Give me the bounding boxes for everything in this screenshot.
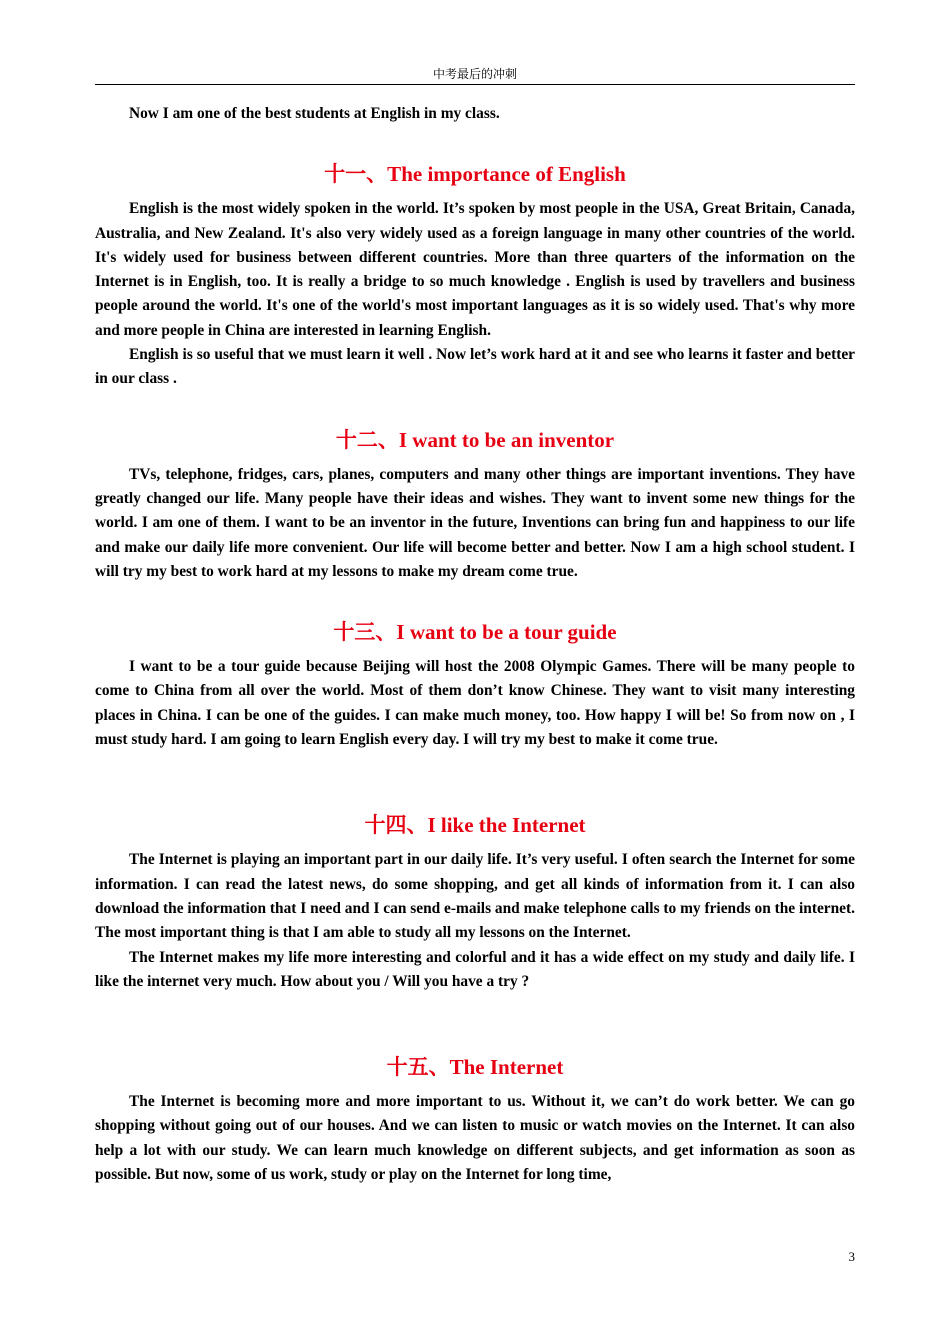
section-paragraph: The Internet makes my life more interesting and colorful and it has a wide effect on my study and daily life. I like the internet very much. How about you / Will you have a try ? [95, 948, 855, 990]
page-number: 3 [848, 1249, 855, 1264]
section-heading-the-internet: 十五、The Internet [386, 1055, 564, 1080]
section-heading-i-like-the-internet: 十四、I like the Internet [364, 813, 586, 838]
section-heading-importance-of-english: 十一、The importance of English [324, 162, 626, 187]
document-body [95, 102, 855, 1187]
header-title: 中考最后的冲刺 [432, 67, 517, 81]
section-paragraph: I want to be a tour guide because Beijing will host the 2008 Olympic Games. There will be many people to come to China from all over the world. Most of them don’t know Chinese. They want to visit many interesting places in China. I can be one of the guides. I can make much money, too. How happy I will be! So from now on , I must study hard. I am going to learn English every day. I will try my best to make it come true. [95, 658, 855, 749]
section-paragraph: The Internet is playing an important part in our daily life. It’s very useful. I often search the Internet for some information. I can read the latest news, do some shopping, and get all kinds of information from it. I can also download the information that I need and I can send e-mails and make telephone calls to my friends on the internet. The most important thing is that I am able to study all my lessons on the Internet. [95, 851, 855, 942]
section-paragraph: TVs, telephone, fridges, cars, planes, computers and many other things are important inventions. They have greatly changed our life. Many people have their ideas and wishes. They want to invent some new things for the world. I am one of them. I want to be an inventor in the future, Inventions can bring fun and happiness to our life and make our daily life more convenient. Our life will become better and better. Now I am a high school student. I will try my best to work hard at my lessons to make my dream come true. [95, 465, 855, 580]
page-header [95, 64, 855, 85]
section-heading-tour-guide: 十三、I want to be a tour guide [333, 620, 617, 645]
intro-paragraph: Now I am one of the best students at English in my class. [129, 105, 500, 122]
section-heading-inventor: 十二、I want to be an inventor [335, 427, 615, 452]
section-paragraph: English is the most widely spoken in the world. It’s spoken by most people in the USA, Great Britain, Canada, Australia, and New Zealand. It's also very widely used as a foreign language in many other countries of the world. It's widely used for business between different countries. More than three quarters of the information on the Internet is in English, too. It is really a bridge to so much knowledge . English is used by travellers and business people around the world. It's one of the world's most important languages as it is so widely used. That's why more and more people in China are interested in learning English. [95, 200, 855, 339]
section-paragraph: The Internet is becoming more and more important to us. Without it, we can’t do work better. We can go shopping without going out of our houses. And we can listen to music or watch movies on the Internet. It can also help a lot with our study. We can learn much knowledge on different subjects, and get information as soon as possible. But now, some of us work, study or play on the Internet for long time, [95, 1093, 855, 1184]
section-paragraph: English is so useful that we must learn it well . Now let’s work hard at it and see who learns it faster and better in our class . [95, 346, 855, 388]
